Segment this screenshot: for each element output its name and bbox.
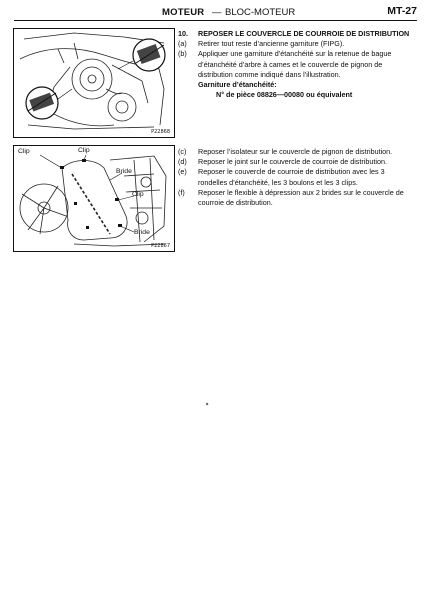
instruction-text: Reposer le couvercle de courroie de distribution avec les 3 rondelles d’étanchéité, les 3 boulons et les 3 clips. [198, 167, 385, 187]
instruction-d [178, 157, 410, 167]
instruction-label: (f) [178, 187, 185, 197]
sealant-illustration [13, 28, 175, 138]
step-title [178, 29, 410, 39]
figure-code: P22867 [151, 243, 170, 249]
instruction-label: (e) [178, 167, 187, 177]
instruction-e [178, 167, 410, 187]
instruction-label: (b) [178, 49, 187, 59]
header-separator: — [212, 7, 222, 18]
callout-clip-1: Clip [18, 148, 30, 155]
instruction-c [178, 147, 410, 157]
cover-installation-illustration [13, 145, 175, 252]
stray-mark [206, 403, 208, 405]
page-number: MT-27 [387, 5, 417, 17]
callout-clip-3: Clip [132, 191, 144, 198]
page-header [14, 4, 417, 21]
section-title: BLOC-MOTEUR [225, 7, 296, 18]
step-title-text: REPOSER LE COUVERCLE DE COURROIE DE DISTRIBUTION [198, 29, 410, 38]
instruction-b [178, 49, 410, 80]
callout-bride-2: Bride [134, 229, 150, 236]
instruction-f [178, 188, 410, 208]
step-10-continued [178, 147, 410, 208]
sealant-drawing [14, 29, 174, 137]
cover-drawing [14, 146, 174, 251]
callout-clip-2: Clip [78, 147, 90, 154]
callout-bride-1: Bride [116, 168, 132, 175]
part-number: N° de pièce 08826—00080 ou équivalent [216, 90, 353, 100]
instruction-label: (c) [178, 147, 187, 156]
chapter-title: MOTEUR [162, 7, 205, 18]
sealant-label: Garniture d’étanchéité: [198, 80, 277, 90]
instruction-text: Reposer le joint sur le couvercle de courroie de distribution. [198, 157, 387, 167]
instruction-label: (d) [178, 157, 187, 167]
figure-code: P22868 [151, 129, 170, 135]
instruction-text: Reposer l’isolateur sur le couvercle de pignon de distribution. [198, 147, 393, 156]
instruction-text: Appliquer une garniture d’étanchéité sur la retenue de bague d’étanchéité d’arbre à cames et le couvercle de pignon de distribution comme indiqué dans l’illustration. [198, 49, 392, 79]
instruction-a [178, 39, 410, 49]
instruction-label: (a) [178, 39, 187, 49]
step-10-block [178, 29, 410, 100]
step-number: 10. [178, 29, 188, 38]
instruction-text: Retirer tout reste d’ancienne garniture (FIPG). [198, 39, 345, 49]
instruction-text: Reposer le flexible à dépression aux 2 brides sur le couvercle de courroie de distribution. [198, 187, 404, 208]
